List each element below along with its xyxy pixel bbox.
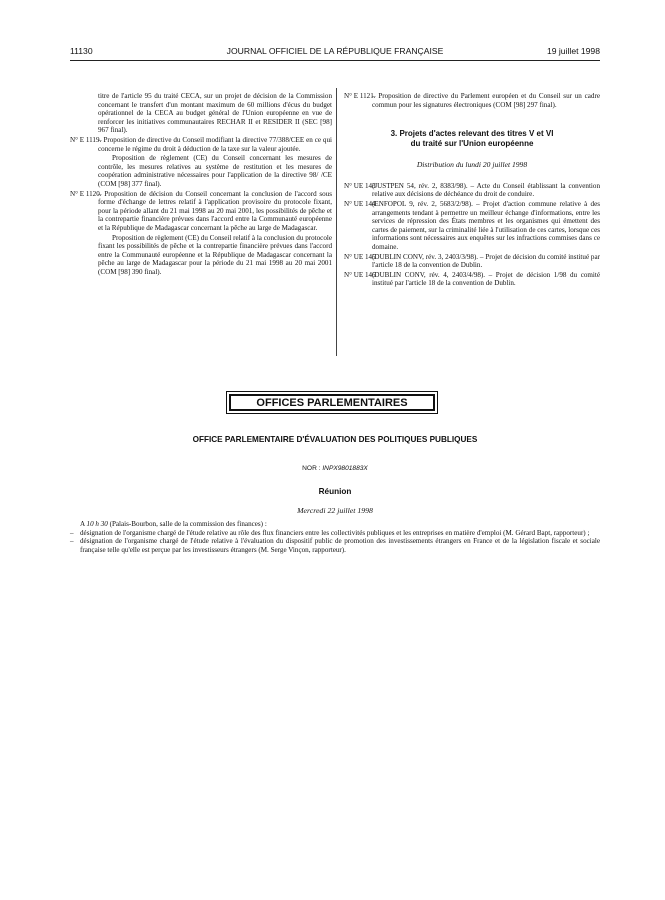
section-title-line1: 3. Projets d'actes relevant des titres V et VI <box>390 129 554 139</box>
entry-text: – Proposition de directive du Conseil modifiant la directive 77/388/CEE en ce qui concerne le régime du droit à déduction de la taxe sur la valeur ajoutée. <box>98 135 332 153</box>
office-title: OFFICE PARLEMENTAIRE D'ÉVALUATION DES POLITIQUES PUBLIQUES <box>192 435 478 444</box>
entry-number: N° UE 145 <box>344 252 376 261</box>
reunion-heading: Réunion <box>318 487 352 496</box>
entry-number: N° UE 144 <box>344 199 376 208</box>
meeting-date: Mercredi 22 juillet 1998 <box>297 506 373 515</box>
intro-rest: (Palais-Bourbon, salle de la commission des finances) : <box>109 520 267 528</box>
dash: – <box>70 528 74 537</box>
page-number: 11130 <box>70 46 93 56</box>
meeting-agenda <box>70 520 600 554</box>
offices-box-title: OFFICES PARLEMENTAIRES <box>229 394 435 411</box>
page-header <box>70 46 600 60</box>
entry-e1121 <box>344 92 600 109</box>
entry-ue145 <box>344 253 600 270</box>
entry-text: (ENFOPOL 9, rév. 2, 5683/2/98). – Projet d'action commune relative à des arrangements tendant à permettre un meilleur échange d'informations, entre les services de répression des États membres et les organismes qui émettent des cartes de paiement, sur la criminalité liée à l'utilisation de ces cartes, lorsque ces informations sont nécessaires aux enquêtes sur les infractions commises dans ce domaine. <box>372 199 600 251</box>
entry-ue143 <box>344 182 600 199</box>
column-divider <box>336 88 337 356</box>
entry-number: N° E 1121. <box>344 92 376 100</box>
entry-ue144 <box>344 200 600 252</box>
nor-reference <box>70 465 600 472</box>
header-rule <box>70 60 600 61</box>
entry-e1120 <box>70 190 332 233</box>
entry-e1120-paragraph: Proposition de règlement (CE) du Conseil relatif à la conclusion du protocole fixant les possibilités de pêche et la contrepartie financière prévues dans l'accord entre la Communauté européenne et la République de Madagascar concernant la pêche au large de Madagascar pour la période du 21 mai 1998 au 20 mai 2001 (COM [98] 390 final). <box>98 233 332 276</box>
entry-number: N° E 1120. <box>70 189 102 198</box>
entry-text: – Proposition de directive du Parlement européen et du Conseil sur un cadre commun pour les signatures électroniques (COM [98] 297 final). <box>372 92 600 109</box>
entry-ue146 <box>344 271 600 288</box>
left-column <box>70 92 332 277</box>
entry-text: (DUBLIN CONV, rév. 3, 2403/3/98). – Projet de décision du comité institué par l'article 18 de la convention de Dublin. <box>372 252 600 270</box>
entry-e1119-paragraph: Proposition de règlement (CE) du Conseil concernant les mesures de contrôle, les mesures relatives au système de restitution et les mesures de coopération administrative nécessaires pour l'application de la directive 98/ /CE (COM [98] 377 final). <box>98 154 332 188</box>
entry-number: N° UE 143 <box>344 181 376 190</box>
entry-text: – Proposition de décision du Conseil concernant la conclusion de l'accord sous forme d'échange de lettres relatif à l'application provisoire du protocole fixant, pour la période allant du 21 mai 1998 au 20 mai 2001, les possibilités de pêche et la contrepartie financière prévues dans l'accord entre la Communauté européenne et la République de Madagascar concernant la pêche au large de Madagascar. <box>98 189 332 232</box>
header-date: 19 juillet 1998 <box>546 46 600 56</box>
right-column <box>344 92 600 289</box>
intro-time: 10 h 30 <box>86 520 108 528</box>
journal-title: JOURNAL OFFICIEL DE LA RÉPUBLIQUE FRANÇAISE <box>226 46 444 56</box>
agenda-item <box>70 529 600 538</box>
entry-number: N° UE 146 <box>344 270 376 279</box>
dash: – <box>70 537 74 546</box>
entry-number: N° E 1119. <box>70 135 102 144</box>
section-title-line2: du traité sur l'Union européenne <box>410 139 534 149</box>
nor-value: INPX9801883X <box>322 465 368 472</box>
entry-e1119 <box>70 136 332 153</box>
agenda-item-text: désignation de l'organisme chargé de l'étude relative à l'évaluation du dispositif public de promotion des investissements étrangers en France et de la législation fiscale et sociale française telle qu'elle est perçue par les investisseurs étrangers (M. Serge Vinçon, rapporteur). <box>80 537 600 554</box>
agenda-item-text: désignation de l'organisme chargé de l'étude relative au rôle des flux financiers entre les collectivités publiques et les entreprises en matière d'emploi (M. Gérard Bapt, rapporteur) ; <box>80 528 590 537</box>
entry-text: (DUBLIN CONV, rév. 4, 2403/4/98). – Projet de décision 1/98 du comité institué par l'article 18 de la convention de Dublin. <box>372 270 600 288</box>
nor-label: NOR : <box>302 465 321 472</box>
distribution-date: Distribution du lundi 20 juillet 1998 <box>416 160 528 170</box>
entry-text: (JUSTPEN 54, rév. 2, 8383/98). – Acte du Conseil établissant la convention relative aux décisions de déchéance du droit de conduire. <box>372 181 600 199</box>
e1118-continuation: titre de l'article 95 du traité CECA, sur un projet de décision de la Commission concernant le transfert d'un montant maximum de 60 millions d'écus du budget opérationnel de la CECA au budget général de l'Union européenne en vue de renforcer les initiatives communautaires RECHAR II et RESIDER II (SEC [98] 967 final). <box>98 92 332 135</box>
section-title <box>344 129 600 149</box>
intro-prefix: A <box>80 520 85 528</box>
agenda-item <box>70 537 600 554</box>
agenda-intro <box>70 520 600 529</box>
